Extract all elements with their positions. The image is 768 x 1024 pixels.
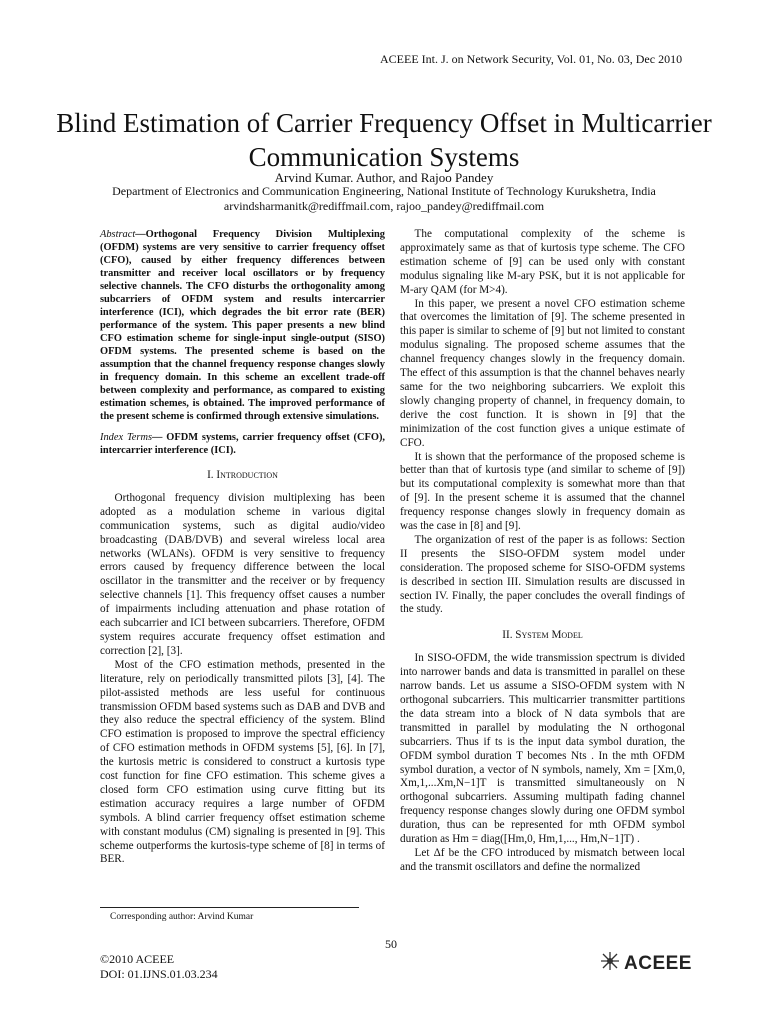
right-column [400,228,685,875]
index-terms-text: — OFDM systems, carrier frequency offset (CFO), intercarrier interference (ICI). [100,432,385,456]
index-terms-label: Index Terms [100,432,152,443]
right-paragraph-2: In this paper, we present a novel CFO estimation scheme that overcomes the limitation of [9]. The scheme presented in this paper is similar to scheme of [9] but not limited to constant modulus signaling. The proposed scheme assumes that the channel frequency changes slowly in the frequency domain. The effect of this assumption is that the channel behaves nearly same for the two neighboring subcarriers. We exploit this slowly changing property of channel, in frequency domain, to derive the cost function. It is shown in [9] that the minimization of the cost function gives a unique estimate of CFO. [400,297,685,449]
journal-header: ACEEE Int. J. on Network Security, Vol. 01, No. 03, Dec 2010 [380,52,683,66]
affiliation-block [0,184,768,214]
footnote: Corresponding author: Arvind Kumar [110,912,254,922]
abstract-text: —Orthogonal Frequency Division Multiplexing (OFDM) systems are very sensitive to carrier frequency offset (CFO), caused by either frequency differences between transmitter and receiver local oscillators or by frequency selective channels. The CFO disturbs the orthogonality among subcarriers of OFDM system and results intercarrier interference (ICI), which degrades the bit error rate (BER) performance of the system. This paper presents a new blind CFO estimation scheme for single-input single-output (SISO) OFDM systems. The presented scheme is based on the assumption that the channel frequency response changes slowly in frequency domain. In this scheme an excellent trade-off between complexity and performance, as compared to existing estimation schemes, is obtained. The improved performance of the present scheme is confirmed through extensive simulations. [100,229,385,422]
copyright: ©2010 ACEEE [100,952,175,966]
abstract-label: Abstract [100,229,136,240]
abstract [100,228,385,423]
section-title-system-model: II. System Model [502,629,583,642]
section-title-introduction: I. Introduction [207,469,278,481]
right-paragraph-3: It is shown that the performance of the proposed scheme is better than that of kurtosis type (and similar to scheme of [9]) but its computational complexity is somewhat more than that of [9]. In the present scheme it is assumed that the channel frequency response changes slowly in frequency domain as was the case in [8] and [9]. [400,450,685,533]
page-number: 50 [385,937,397,951]
copyright-block [100,952,218,982]
authors: Arvind Kumar. Author, and Rajoo Pandey [274,170,494,185]
intro-paragraph-1: Orthogonal frequency division multiplexing has been adopted as a modulation scheme in various digital communication systems, such as digital audio/video broadcasting (DAB/DVB) and several wireless local area networks (WLANs). OFDM is very sensitive to frequency errors caused by frequency difference between the local oscillator in the transmitter and the receiver or by frequency selective channels [1]. This frequency offset causes a number of impairments including attenuation and phase rotation of each subcarrier and ICI between subcarriers. Therefore, OFDM system requires accurate frequency offset estimation and correction [2], [3]. [100,491,385,657]
emails: arvindsharmanitk@rediffmail.com, rajoo_pandey@rediffmail.com [223,199,545,213]
affiliation: Department of Electronics and Communication Engineering, National Institute of Technology Kurukshetra, India [112,184,656,198]
footnote-divider [100,907,359,908]
doi: DOI: 01.IJNS.01.03.234 [100,967,218,981]
paper-title: Blind Estimation of Carrier Frequency Offset in Multicarrier Communication Systems [56,108,712,172]
system-model-paragraph-2: Let Δf be the CFO introduced by mismatch between local and the transmit oscillators and define the normalized [400,846,685,873]
system-model-paragraph-1: In SISO-OFDM, the wide transmission spectrum is divided into narrower bands and data is transmitted in parallel on these narrow bands. Let us assume a SISO-OFDM system with N orthogonal subcarriers. This multicarrier transmitter partitions the data stream into a block of N data symbols that are transmitted in parallel by modulating the N orthogonal subcarriers. Thus if ts is the input data symbol duration, the OFDM symbol duration T becomes Nts . In the mth OFDM symbol duration, a vector of N symbols, namely, Xm = [Xm,0, Xm,1,...Xm,N−1]T is transmitted simultaneously on N orthogonal subcarriers. Assuming multipath fading channel frequency response changes slowly during one OFDM symbol duration, thus can be represented for mth OFDM symbol duration as Hm = diag([Hm,0, Hm,1,..., Hm,N−1]T) . [400,652,685,846]
index-terms [100,431,385,457]
right-paragraph-4: The organization of rest of the paper is as follows: Section II presents the SISO-OFDM system model under consideration. The proposed scheme for SISO-OFDM systems is described in section III. Simulation results are discussed in section IV. Finally, the paper concludes the overall findings of the study. [400,533,685,616]
left-column [100,228,385,867]
aceee-logo [598,950,692,977]
intro-paragraph-2: Most of the CFO estimation methods, presented in the literature, rely on periodically transmitted pilots [3], [4]. The pilot-assisted methods are less useful for continuous transmission OFDM based systems such as DAB and DVB and they also reduce the spectral efficiency of the system. Blind CFO estimation is proposed to improve the spectral efficiency of CFO estimation methods in OFDM systems [5], [6]. In [7], the kurtosis metric is considered to construct a kurtosis type cost function for fine CFO estimation. This scheme gives a closed form CFO estimation using curve fitting but its estimation accuracy requires a large number of OFDM symbols. A blind carrier frequency offset estimation scheme with constant modulus (CM) signaling is presented in [9]. This scheme outperforms the kurtosis-type scheme of [8] in terms of BER. [100,658,385,866]
star-burst-icon [598,950,622,977]
logo-text: ACEEE [624,952,692,974]
right-paragraph-1: The computational complexity of the scheme is approximately same as that of kurtosis type scheme. The CFO estimation scheme of [9] can be used only with constant modulus signaling like M-ary PSK, but it is not applicable for M-ary QAM (for M>4). [400,228,685,296]
